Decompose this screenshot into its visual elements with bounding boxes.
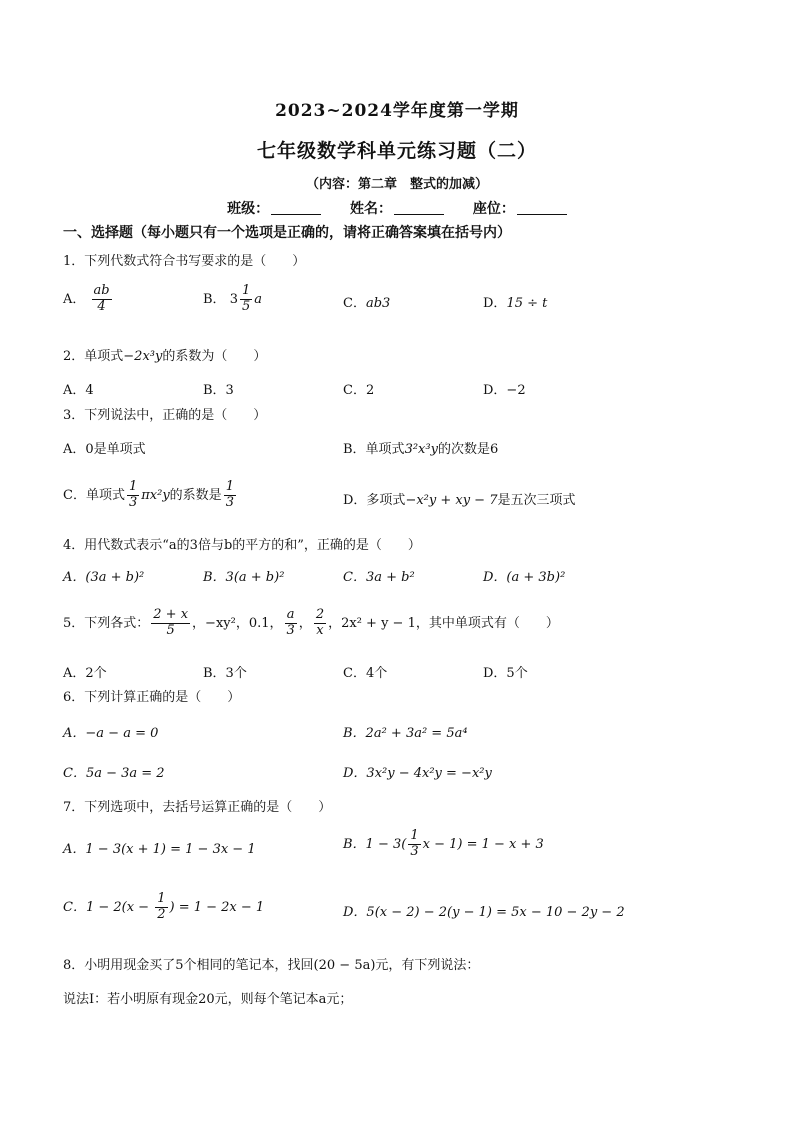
- option-label: C．: [343, 296, 366, 311]
- denominator: 5: [166, 622, 175, 638]
- q7-option-c[interactable]: [63, 892, 264, 923]
- question-1-stem: 1．下列代数式符合书写要求的是（ ）: [63, 254, 306, 269]
- option-text: C．1 − 2(x −: [63, 899, 154, 915]
- q6-option-b[interactable]: B．2a² + 3a² = 5a⁴: [343, 726, 468, 741]
- class-label: 班级：: [227, 201, 270, 217]
- q2-option-a[interactable]: A．4: [63, 383, 94, 398]
- whole-number: 3: [229, 291, 238, 307]
- class-field[interactable]: [227, 198, 321, 218]
- option-text: D．多项式: [343, 493, 406, 508]
- question-7-stem: 7．下列选项中，去括号运算正确的是（ ）: [63, 800, 332, 815]
- student-info-fields: [0, 198, 794, 218]
- q2-option-c[interactable]: C．2: [343, 383, 375, 398]
- seat-blank[interactable]: [517, 200, 567, 215]
- fraction: [224, 480, 236, 511]
- stem-text: ，: [298, 615, 312, 631]
- numerator: 1: [128, 479, 138, 494]
- math-expression: 3²x³y: [404, 442, 438, 457]
- fraction: [127, 480, 139, 511]
- q1-option-b[interactable]: [203, 284, 262, 315]
- fraction: [285, 608, 297, 639]
- variable: a: [254, 291, 263, 307]
- name-label: 姓名：: [350, 201, 392, 217]
- denominator: 3: [410, 843, 419, 859]
- question-6-stem: 6．下列计算正确的是（ ）: [63, 690, 241, 705]
- denominator: x: [316, 622, 324, 638]
- q5-option-a[interactable]: A．2个: [63, 666, 107, 681]
- q5-option-b[interactable]: B．3个: [203, 666, 247, 681]
- q2-option-b[interactable]: B．3: [203, 383, 234, 398]
- q2-option-d[interactable]: D．−2: [483, 383, 526, 398]
- question-8-stem: 8．小明用现金买了5个相同的笔记本，找回(20 − 5a)元，有下列说法：: [63, 958, 480, 973]
- stem-text: 的系数为（ ）: [162, 349, 267, 364]
- numerator: 1: [225, 479, 234, 494]
- option-text: ) = 1 − 2x − 1: [169, 899, 265, 915]
- question-2-stem: [63, 345, 266, 364]
- q1-option-c[interactable]: [343, 292, 390, 311]
- q6-option-a[interactable]: A．−a − a = 0: [63, 726, 159, 741]
- numerator: a: [286, 607, 295, 622]
- numerator: 2: [315, 607, 325, 622]
- q4-option-d[interactable]: D．(a + 3b)²: [483, 570, 566, 585]
- q4-option-b[interactable]: B．3(a + b)²: [203, 570, 285, 585]
- fraction: [151, 608, 190, 639]
- question-5-stem: [63, 608, 559, 639]
- exam-title-year: 2023~2024学年度第一学期: [275, 101, 519, 121]
- stem-text: ，−xy²，0.1，: [192, 615, 283, 631]
- section-heading: 一、选择题（每小题只有一个选项是正确的，请将正确答案填在括号内）: [63, 225, 511, 241]
- option-text: B．单项式: [343, 442, 405, 457]
- fraction: [240, 284, 252, 315]
- option-label: B．: [203, 291, 226, 307]
- denominator: 5: [241, 298, 251, 314]
- fraction: [92, 284, 112, 315]
- option-text: 是五次三项式: [497, 493, 576, 508]
- denominator: 3: [128, 494, 138, 510]
- numerator: 1: [157, 891, 166, 906]
- option-text: C．单项式: [63, 487, 125, 503]
- q4-option-c[interactable]: C．3a + b²: [343, 570, 415, 585]
- q3-option-a[interactable]: A．0是单项式: [63, 442, 146, 457]
- numerator: 2 + x: [153, 607, 189, 622]
- option-text: ab3: [365, 296, 391, 311]
- seat-label: 座位：: [472, 201, 515, 217]
- name-blank[interactable]: [394, 200, 444, 215]
- math-expression: πx²y: [141, 487, 170, 503]
- stem-text: 2．单项式: [63, 349, 124, 364]
- option-text: 的系数是: [169, 487, 222, 503]
- fraction: [408, 829, 420, 860]
- numerator: ab: [93, 283, 110, 298]
- q7-option-a[interactable]: A．1 − 3(x + 1) = 1 − 3x − 1: [63, 842, 256, 857]
- class-blank[interactable]: [271, 200, 321, 215]
- denominator: 3: [286, 622, 295, 638]
- denominator: 2: [157, 906, 166, 922]
- option-label: A．: [63, 291, 86, 307]
- option-label: D．: [483, 296, 507, 311]
- fraction: [314, 608, 326, 639]
- option-text: 15 ÷ t: [506, 296, 548, 311]
- q7-option-d[interactable]: D．5(x − 2) − 2(y − 1) = 5x − 10 − 2y − 2: [343, 905, 625, 920]
- stem-text: 5．下列各式：: [63, 615, 150, 631]
- question-3-stem: 3．下列说法中，正确的是（ ）: [63, 408, 267, 423]
- denominator: 3: [225, 494, 234, 510]
- q5-option-c[interactable]: C．4个: [343, 666, 388, 681]
- question-8-statement-1: 说法Ⅰ：若小明原有现金20元，则每个笔记本a元；: [63, 992, 353, 1007]
- numerator: 1: [241, 283, 251, 298]
- q7-option-b[interactable]: [343, 829, 544, 860]
- math-expression: −2x³y: [123, 349, 163, 364]
- exam-title: 七年级数学科单元练习题（二）: [256, 140, 537, 162]
- q4-option-a[interactable]: A．(3a + b)²: [63, 570, 145, 585]
- numerator: 1: [410, 828, 419, 843]
- fraction: [155, 892, 167, 923]
- exam-subtitle: （内容：第二章 整式的加减）: [305, 177, 488, 192]
- option-text: 的次数是6: [437, 442, 499, 457]
- stem-text: ，2x² + y − 1，其中单项式有（ ）: [328, 615, 559, 631]
- name-field[interactable]: [350, 198, 444, 218]
- denominator: 4: [97, 298, 106, 314]
- q6-option-d[interactable]: D．3x²y − 4x²y = −x²y: [343, 766, 492, 781]
- q1-option-d[interactable]: [483, 292, 547, 311]
- q3-option-d[interactable]: [343, 489, 576, 508]
- q5-option-d[interactable]: D．5个: [483, 666, 528, 681]
- seat-field[interactable]: [473, 198, 567, 218]
- q3-option-c[interactable]: [63, 480, 238, 511]
- q6-option-c[interactable]: C．5a − 3a = 2: [63, 766, 165, 781]
- q3-option-b[interactable]: [343, 438, 498, 457]
- option-text: x − 1) = 1 − x + 3: [422, 836, 544, 852]
- q1-option-a[interactable]: [63, 284, 114, 315]
- math-expression: −x²y + xy − 7: [405, 493, 498, 508]
- option-text: B．1 − 3(: [343, 836, 407, 852]
- question-4-stem: 4．用代数式表示“a的3倍与b的平方的和”，正确的是（ ）: [63, 538, 421, 553]
